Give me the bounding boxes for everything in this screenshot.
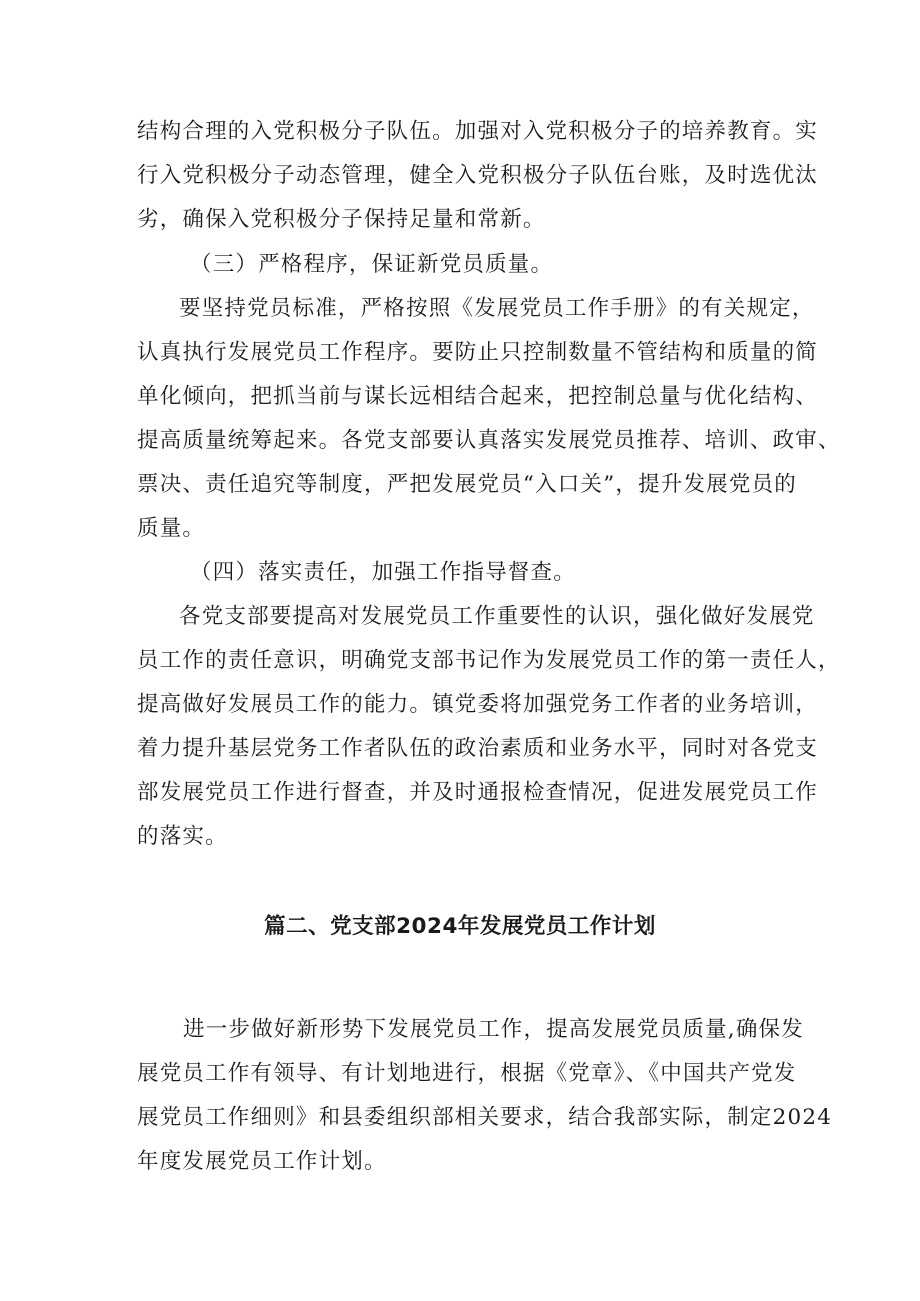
paragraph-line: 提高质量统筹起来。各党支部要认真落实发展党员推荐、培训、政审、 [137, 428, 841, 453]
paragraph-line: 的落实。 [137, 824, 228, 849]
paragraph-line: 要坚持党员标准，严格按照《发展党员工作手册》的有关规定， [179, 296, 815, 321]
paragraph-line: 年度发展党员工作计划。 [137, 1149, 387, 1174]
section-subheading: （三）严格程序，保证新党员质量。 [190, 252, 554, 277]
section-title: 篇二、党支部2024年发展党员工作计划 [264, 914, 656, 939]
paragraph-line: 展党员工作细则》和县委组织部相关要求，结合我部实际，制定2024 [137, 1105, 833, 1130]
section-subheading: （四）落实责任，加强工作指导督查。 [190, 560, 576, 585]
paragraph-line: 部发展党员工作进行督查，并及时通报检查情况，促进发展党员工作 [137, 780, 819, 805]
paragraph-line: 展党员工作有领导、有计划地进行，根据《党章》、《中国共产党发 [137, 1061, 797, 1086]
paragraph-line: 质量。 [137, 516, 206, 541]
paragraph-line: 结构合理的入党积极分子队伍。加强对入党积极分子的培养教育。实 [137, 119, 819, 144]
paragraph-line: 着力提升基层党务工作者队伍的政治素质和业务水平，同时对各党支 [137, 736, 819, 761]
paragraph-line: 进一步做好新形势下发展党员工作，提高发展党员质量,确保发 [183, 1017, 804, 1042]
paragraph-line: 认真执行发展党员工作程序。要防止只控制数量不管结构和质量的简 [137, 340, 819, 365]
paragraph-line: 各党支部要提高对发展党员工作重要性的认识，强化做好发展党 [179, 604, 815, 629]
paragraph-line: 行入党积极分子动态管理，健全入党积极分子队伍台账，及时选优汰 [137, 163, 819, 188]
paragraph-line: 劣，确保入党积极分子保持足量和常新。 [137, 207, 546, 232]
paragraph-line: 票决、责任追究等制度，严把发展党员“入口关”，提升发展党员的 [137, 472, 797, 497]
paragraph-line: 员工作的责任意识，明确党支部书记作为发展党员工作的第一责任人， [137, 648, 841, 673]
paragraph-line: 单化倾向，把抓当前与谋长远相结合起来，把控制总量与优化结构、 [137, 384, 819, 409]
paragraph-line: 提高做好发展员工作的能力。镇党委将加强党务工作者的业务培训， [137, 692, 819, 717]
